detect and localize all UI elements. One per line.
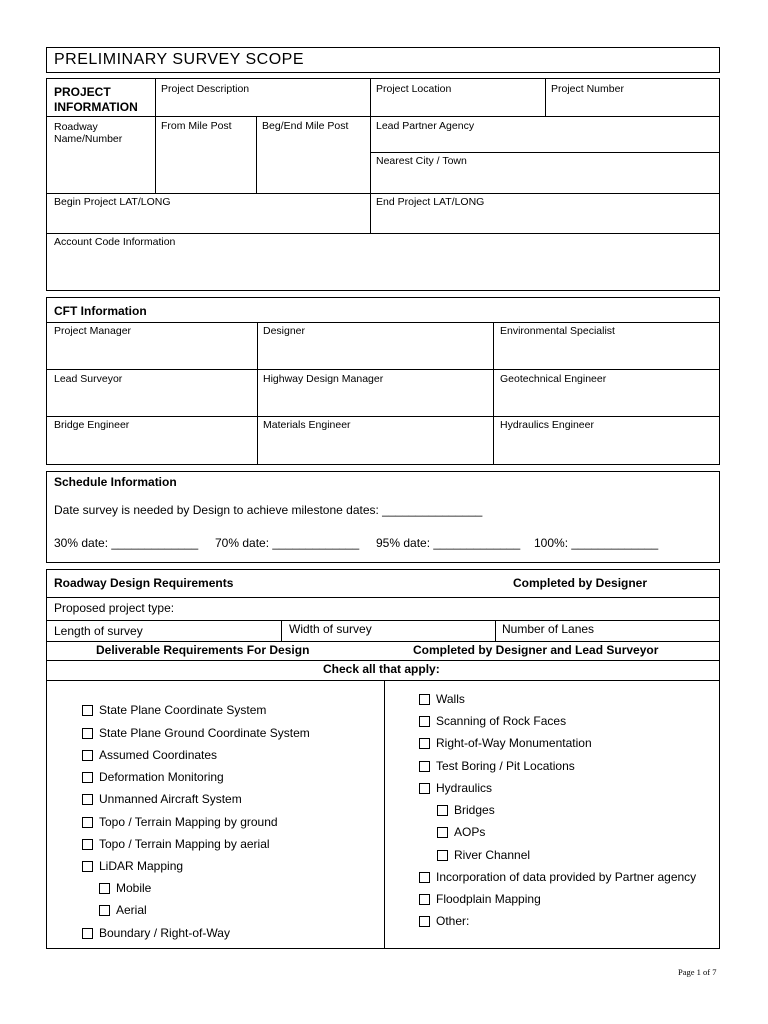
project-information-section bbox=[46, 78, 720, 291]
checkbox-icon[interactable] bbox=[99, 905, 110, 916]
project-location-label: Project Location bbox=[376, 83, 452, 95]
checkbox-deformation-monitoring[interactable]: Deformation Monitoring bbox=[82, 770, 224, 784]
checkbox-icon[interactable] bbox=[419, 761, 430, 772]
checkbox-icon[interactable] bbox=[437, 805, 448, 816]
checkbox-icon[interactable] bbox=[82, 928, 93, 939]
width-of-survey-field[interactable]: Width of survey bbox=[289, 622, 372, 636]
checkbox-icon[interactable] bbox=[437, 850, 448, 861]
checkbox-icon[interactable] bbox=[82, 705, 93, 716]
checkbox-icon[interactable] bbox=[99, 883, 110, 894]
checkbox-unmanned-aircraft[interactable]: Unmanned Aircraft System bbox=[82, 792, 242, 806]
checkbox-rock-faces[interactable]: Scanning of Rock Faces bbox=[419, 714, 566, 728]
roadway-name-label: Roadway bbox=[54, 121, 98, 133]
checkbox-other[interactable]: Other: bbox=[419, 914, 469, 928]
checkbox-hydraulics[interactable]: Hydraulics bbox=[419, 781, 492, 795]
checkbox-state-plane-ground[interactable]: State Plane Ground Coordinate System bbox=[82, 726, 310, 740]
checkbox-lidar-mapping[interactable]: LiDAR Mapping bbox=[82, 859, 183, 873]
project-info-heading: PROJECT bbox=[54, 85, 111, 99]
date-100-field[interactable]: 100%: _____________ bbox=[534, 536, 659, 550]
materials-engineer-label: Materials Engineer bbox=[263, 419, 351, 431]
checkbox-icon[interactable] bbox=[419, 916, 430, 927]
checkbox-topo-aerial[interactable]: Topo / Terrain Mapping by aerial bbox=[82, 837, 270, 851]
roadway-name-label-2: Name/Number bbox=[54, 133, 123, 145]
checkbox-test-boring[interactable]: Test Boring / Pit Locations bbox=[419, 759, 575, 773]
checkbox-aops[interactable]: AOPs bbox=[437, 825, 485, 839]
checkbox-icon[interactable] bbox=[419, 738, 430, 749]
checkbox-icon[interactable] bbox=[419, 872, 430, 883]
geotechnical-engineer-label: Geotechnical Engineer bbox=[500, 373, 607, 385]
checkbox-icon[interactable] bbox=[419, 894, 430, 905]
checkbox-lidar-aerial[interactable]: Aerial bbox=[99, 903, 147, 917]
checkbox-floodplain-mapping[interactable]: Floodplain Mapping bbox=[419, 892, 541, 906]
hydraulics-engineer-label: Hydraulics Engineer bbox=[500, 419, 594, 431]
beg-end-mile-post-label: Beg/End Mile Post bbox=[262, 120, 349, 132]
checkbox-row-monumentation[interactable]: Right-of-Way Monumentation bbox=[419, 736, 592, 750]
project-manager-label: Project Manager bbox=[54, 325, 132, 337]
checkbox-icon[interactable] bbox=[437, 827, 448, 838]
completed-by-designer-label: Completed by Designer bbox=[513, 576, 648, 590]
from-mile-post-label: From Mile Post bbox=[161, 120, 232, 132]
roadway-design-heading: Roadway Design Requirements bbox=[54, 576, 234, 590]
check-all-label: Check all that apply: bbox=[323, 662, 440, 676]
checkbox-icon[interactable] bbox=[419, 694, 430, 705]
deliverable-requirements-label: Deliverable Requirements For Design bbox=[96, 643, 310, 657]
checkbox-icon[interactable] bbox=[82, 817, 93, 828]
checkbox-icon[interactable] bbox=[419, 716, 430, 727]
completed-by-designer-surveyor-label: Completed by Designer and Lead Surveyor bbox=[413, 643, 659, 657]
environmental-specialist-label: Environmental Specialist bbox=[500, 325, 615, 337]
lead-surveyor-label: Lead Surveyor bbox=[54, 373, 123, 385]
checkbox-assumed-coordinates[interactable]: Assumed Coordinates bbox=[82, 748, 217, 762]
page-number: Page 1 of 7 bbox=[678, 967, 717, 977]
checkbox-topo-ground[interactable]: Topo / Terrain Mapping by ground bbox=[82, 815, 278, 829]
date-70-field[interactable]: 70% date: _____________ bbox=[215, 536, 360, 550]
proposed-project-type-field[interactable]: Proposed project type: bbox=[54, 601, 175, 615]
designer-label: Designer bbox=[263, 325, 306, 337]
checkbox-icon[interactable] bbox=[82, 839, 93, 850]
date-30-field[interactable]: 30% date: _____________ bbox=[54, 536, 199, 550]
checkbox-river-channel[interactable]: River Channel bbox=[437, 848, 530, 862]
account-code-label: Account Code Information bbox=[54, 236, 176, 248]
checkbox-icon[interactable] bbox=[82, 750, 93, 761]
checkbox-boundary-row[interactable]: Boundary / Right-of-Way bbox=[82, 926, 230, 940]
project-description-label: Project Description bbox=[161, 83, 250, 95]
checkbox-icon[interactable] bbox=[82, 861, 93, 872]
checkbox-walls[interactable]: Walls bbox=[419, 692, 465, 706]
bridge-engineer-label: Bridge Engineer bbox=[54, 419, 130, 431]
checkbox-icon[interactable] bbox=[82, 728, 93, 739]
nearest-city-label: Nearest City / Town bbox=[376, 155, 467, 167]
checkbox-lidar-mobile[interactable]: Mobile bbox=[99, 881, 151, 895]
checkbox-icon[interactable] bbox=[419, 783, 430, 794]
project-info-heading-2: INFORMATION bbox=[54, 100, 138, 114]
date-survey-needed-field[interactable]: Date survey is needed by Design to achieve milestone dates: _______________ bbox=[54, 503, 483, 517]
begin-latlong-label: Begin Project LAT/LONG bbox=[54, 196, 171, 208]
schedule-heading: Schedule Information bbox=[54, 475, 177, 489]
length-of-survey-field[interactable]: Length of survey bbox=[54, 624, 143, 638]
checkbox-partner-data[interactable]: Incorporation of data provided by Partner agency bbox=[419, 870, 696, 884]
cft-heading: CFT Information bbox=[54, 304, 147, 318]
lead-partner-agency-label: Lead Partner Agency bbox=[376, 120, 475, 132]
highway-design-manager-label: Highway Design Manager bbox=[263, 373, 384, 385]
checkbox-icon[interactable] bbox=[82, 772, 93, 783]
page-title: PRELIMINARY SURVEY SCOPE bbox=[54, 51, 305, 68]
checkbox-icon[interactable] bbox=[82, 794, 93, 805]
project-number-label: Project Number bbox=[551, 83, 624, 95]
number-of-lanes-field[interactable]: Number of Lanes bbox=[502, 622, 595, 636]
date-95-field[interactable]: 95% date: _____________ bbox=[376, 536, 521, 550]
end-latlong-label: End Project LAT/LONG bbox=[376, 196, 485, 208]
checkbox-bridges[interactable]: Bridges bbox=[437, 803, 495, 817]
checkbox-state-plane-coordinate[interactable]: State Plane Coordinate System bbox=[82, 703, 266, 717]
